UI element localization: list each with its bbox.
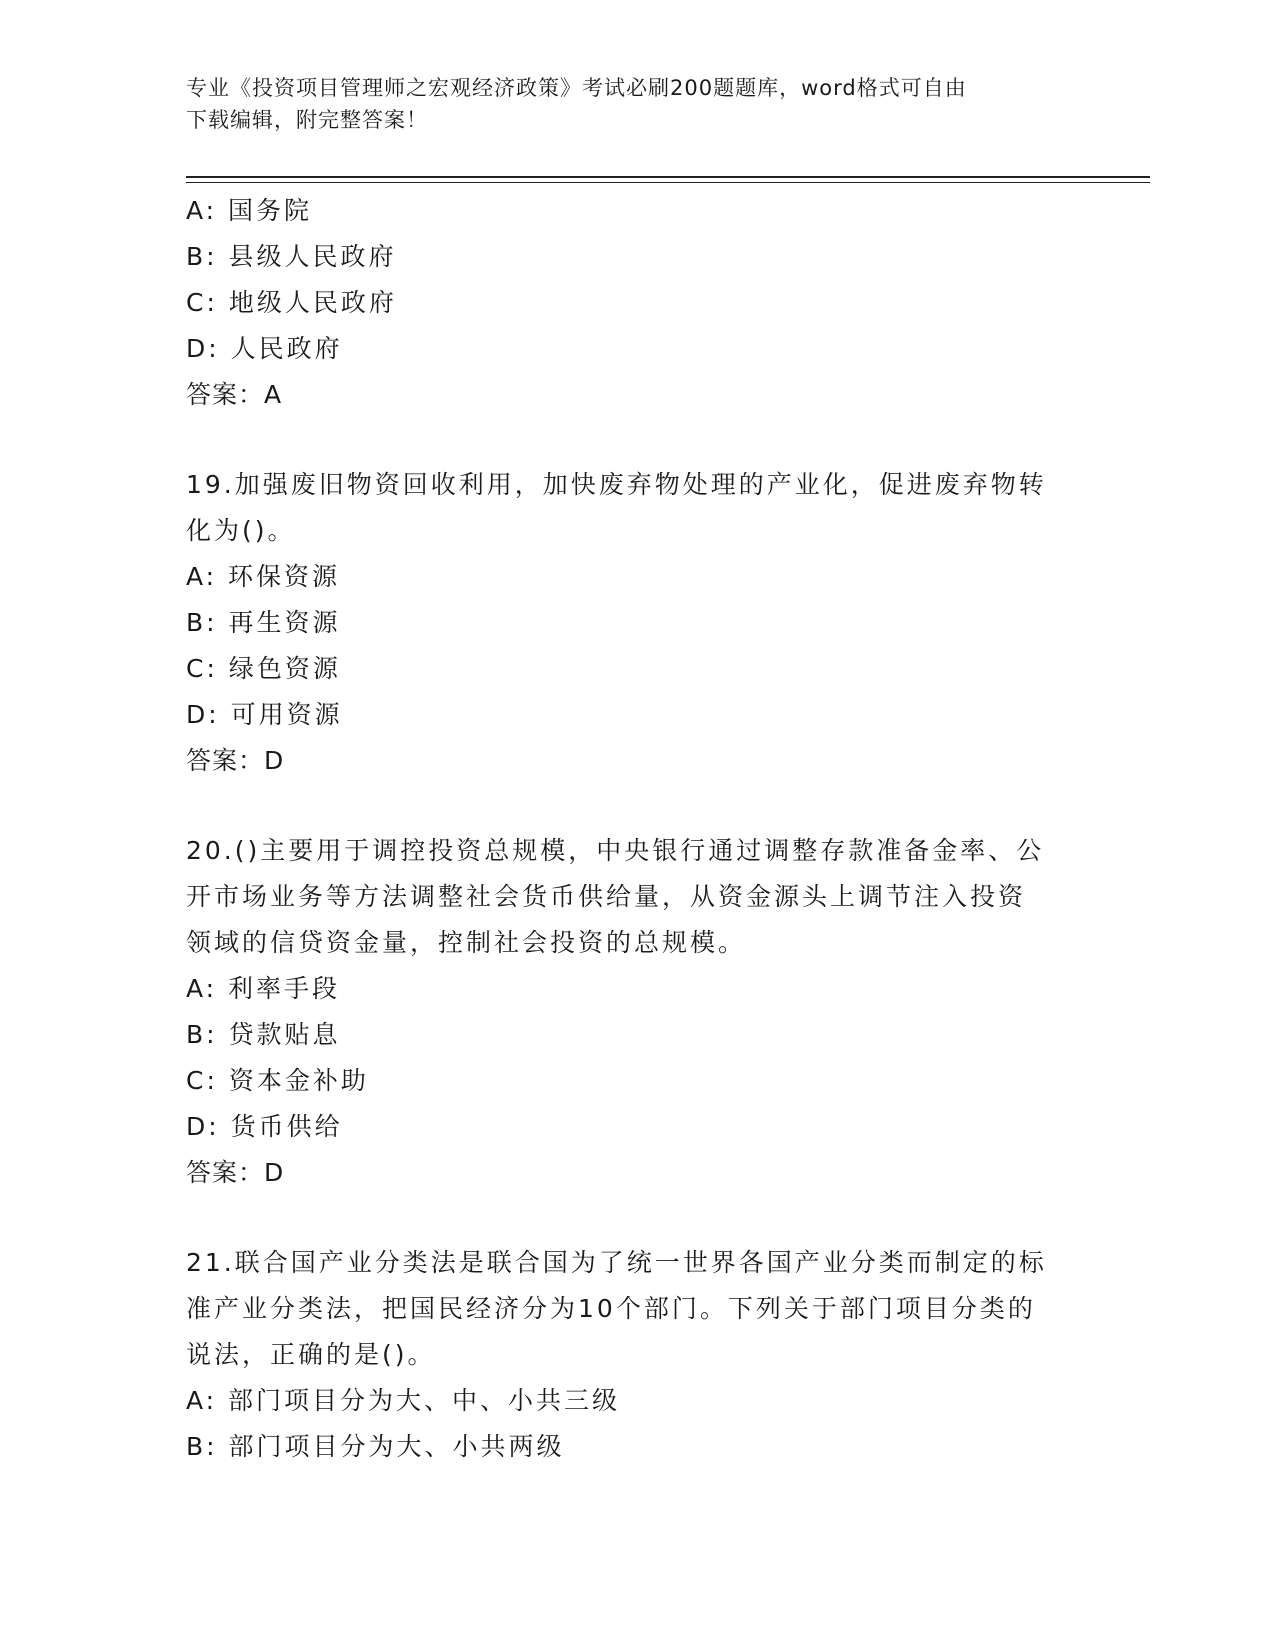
option-c: C: 绿色资源 bbox=[186, 654, 341, 683]
header-divider-thin bbox=[186, 182, 1150, 183]
question-stem-line: 化为()。 bbox=[186, 516, 296, 545]
question-content bbox=[186, 188, 1066, 1470]
question-stem-line: 21.联合国产业分类法是联合国为了统一世界各国产业分类而制定的标 bbox=[186, 1248, 1047, 1277]
header-line-1: 专业《投资项目管理师之宏观经济政策》考试必刷200题题库，word格式可自由 bbox=[186, 76, 967, 100]
question-stem-line: 说法，正确的是()。 bbox=[186, 1340, 436, 1369]
document-header bbox=[186, 72, 1066, 136]
answer-line: 答案：D bbox=[186, 1158, 285, 1187]
question-19 bbox=[186, 462, 1066, 784]
option-b: B: 再生资源 bbox=[186, 608, 341, 637]
option-d: D: 人民政府 bbox=[186, 334, 343, 363]
option-a: A: 国务院 bbox=[186, 196, 313, 225]
option-d: D: 可用资源 bbox=[186, 700, 343, 729]
question-stem-line: 开市场业务等方法调整社会货币供给量，从资金源头上调节注入投资 bbox=[186, 882, 1027, 911]
option-c: C: 资本金补助 bbox=[186, 1066, 369, 1095]
question-21 bbox=[186, 1240, 1066, 1470]
option-a: A: 部门项目分为大、中、小共三级 bbox=[186, 1386, 621, 1415]
option-b: B: 贷款贴息 bbox=[186, 1020, 341, 1049]
question-stem-line: 19.加强废旧物资回收利用，加快废弃物处理的产业化，促进废弃物转 bbox=[186, 470, 1047, 499]
option-a: A: 环保资源 bbox=[186, 562, 341, 591]
spacer bbox=[186, 784, 1066, 828]
option-c: C: 地级人民政府 bbox=[186, 288, 397, 317]
header-divider-thick bbox=[186, 176, 1150, 178]
option-d: D: 货币供给 bbox=[186, 1112, 343, 1141]
question-stem-line: 准产业分类法，把国民经济分为10个部门。下列关于部门项目分类的 bbox=[186, 1294, 1036, 1323]
option-a: A: 利率手段 bbox=[186, 974, 341, 1003]
question-stem-line: 20.()主要用于调控投资总规模，中央银行通过调整存款准备金率、公 bbox=[186, 836, 1045, 865]
question-stem-line: 领域的信贷资金量，控制社会投资的总规模。 bbox=[186, 928, 747, 957]
answer-line: 答案：A bbox=[186, 380, 283, 409]
answer-line: 答案：D bbox=[186, 746, 285, 775]
spacer bbox=[186, 1196, 1066, 1240]
spacer bbox=[186, 418, 1066, 462]
option-b: B: 县级人民政府 bbox=[186, 242, 397, 271]
question-20 bbox=[186, 828, 1066, 1196]
option-b: B: 部门项目分为大、小共两级 bbox=[186, 1432, 565, 1461]
question-18-continued bbox=[186, 188, 1066, 418]
header-line-2: 下载编辑，附完整答案！ bbox=[186, 108, 428, 132]
